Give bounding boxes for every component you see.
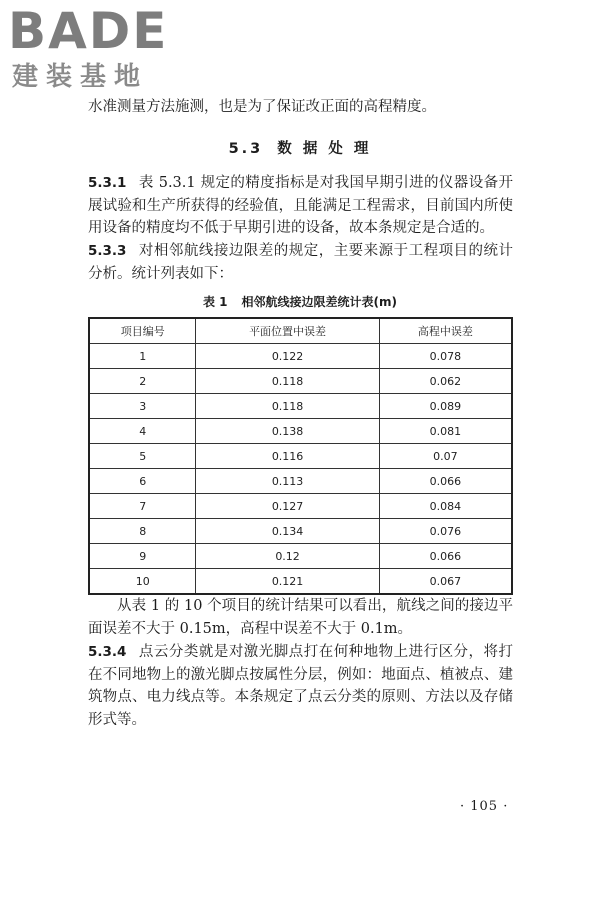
cell-plane-error: 0.138 [196,419,379,444]
intro-paragraph: 水准测量方法施测，也是为了保证改正面的高程精度。 [88,99,436,115]
cell-plane-error: 0.118 [196,394,379,419]
cell-project-id: 4 [89,419,196,444]
cell-project-id: 6 [89,469,196,494]
cell-height-error: 0.066 [379,469,512,494]
cell-height-error: 0.081 [379,419,512,444]
cell-height-error: 0.084 [379,494,512,519]
table-header-row [89,318,512,344]
table-caption [0,293,600,310]
cell-project-id: 8 [89,519,196,544]
table-row [89,394,512,419]
cell-project-id: 3 [89,394,196,419]
cell-project-id: 9 [89,544,196,569]
cell-plane-error: 0.122 [196,344,379,369]
cell-project-id: 10 [89,569,196,595]
section-title: 数 据 处 理 [277,141,372,157]
clause-text: 表 5.3.1 规定的精度指标是对我国早期引进的仪器设备开展试验和生产所获得的经验值，且能满足工程需求，目前国内所使用设备的精度均不低于早期引进的设备，故本条规定是合适的。 [88,175,513,236]
clause-5-3-1 [88,172,513,240]
clause-5-3-3 [88,240,513,285]
cell-project-id: 7 [89,494,196,519]
cell-plane-error: 0.127 [196,494,379,519]
cell-height-error: 0.076 [379,519,512,544]
cell-plane-error: 0.134 [196,519,379,544]
clause-number: 5.3.3 [88,243,127,259]
clause-5-3-4 [88,641,513,731]
table-label: 表 1 [202,295,228,309]
table-row [89,419,512,444]
table-row [89,369,512,394]
table-row [89,444,512,469]
cell-height-error: 0.07 [379,444,512,469]
cell-height-error: 0.066 [379,544,512,569]
cell-project-id: 2 [89,369,196,394]
logo-subtitle: 建装基地 [12,62,149,92]
clause-text: 点云分类就是对激光脚点打在何种地物上进行区分，将打在不同地物上的激光脚点按属性分层，例如：地面点、植被点、建筑物点、电力线点等。本条规定了点云分类的原则、方法以及存储形式等。 [88,644,513,728]
cell-project-id: 1 [89,344,196,369]
summary-paragraph: 从表 1 的 10 个项目的统计结果可以看出，航线之间的接边平面误差不大于 0.15m，高程中误差不大于 0.1m。 [88,598,513,637]
cell-height-error: 0.089 [379,394,512,419]
table-row [89,344,512,369]
cell-plane-error: 0.118 [196,369,379,394]
logo-brand: BADE [8,2,169,60]
table-row [89,494,512,519]
table-row [89,569,512,595]
cell-height-error: 0.062 [379,369,512,394]
section-heading [0,137,600,158]
table-title: 相邻航线接边限差统计表(m) [241,295,397,309]
header-plane-error: 平面位置中误差 [196,318,379,344]
cell-project-id: 5 [89,444,196,469]
clause-number: 5.3.4 [88,644,127,660]
cell-plane-error: 0.12 [196,544,379,569]
clause-number: 5.3.1 [88,175,127,191]
cell-plane-error: 0.121 [196,569,379,595]
cell-height-error: 0.078 [379,344,512,369]
clause-text: 对相邻航线接边限差的规定，主要来源于工程项目的统计分析。统计列表如下： [88,243,513,282]
cell-plane-error: 0.116 [196,444,379,469]
bade-logo [8,2,176,92]
table-row [89,544,512,569]
table-row [89,519,512,544]
header-project-id: 项目编号 [89,318,196,344]
section-number: 5.3 [228,141,264,157]
page-number: · 105 · [460,799,509,814]
cell-height-error: 0.067 [379,569,512,595]
header-height-error: 高程中误差 [379,318,512,344]
cell-plane-error: 0.113 [196,469,379,494]
table-row [89,469,512,494]
statistics-table [88,317,513,595]
